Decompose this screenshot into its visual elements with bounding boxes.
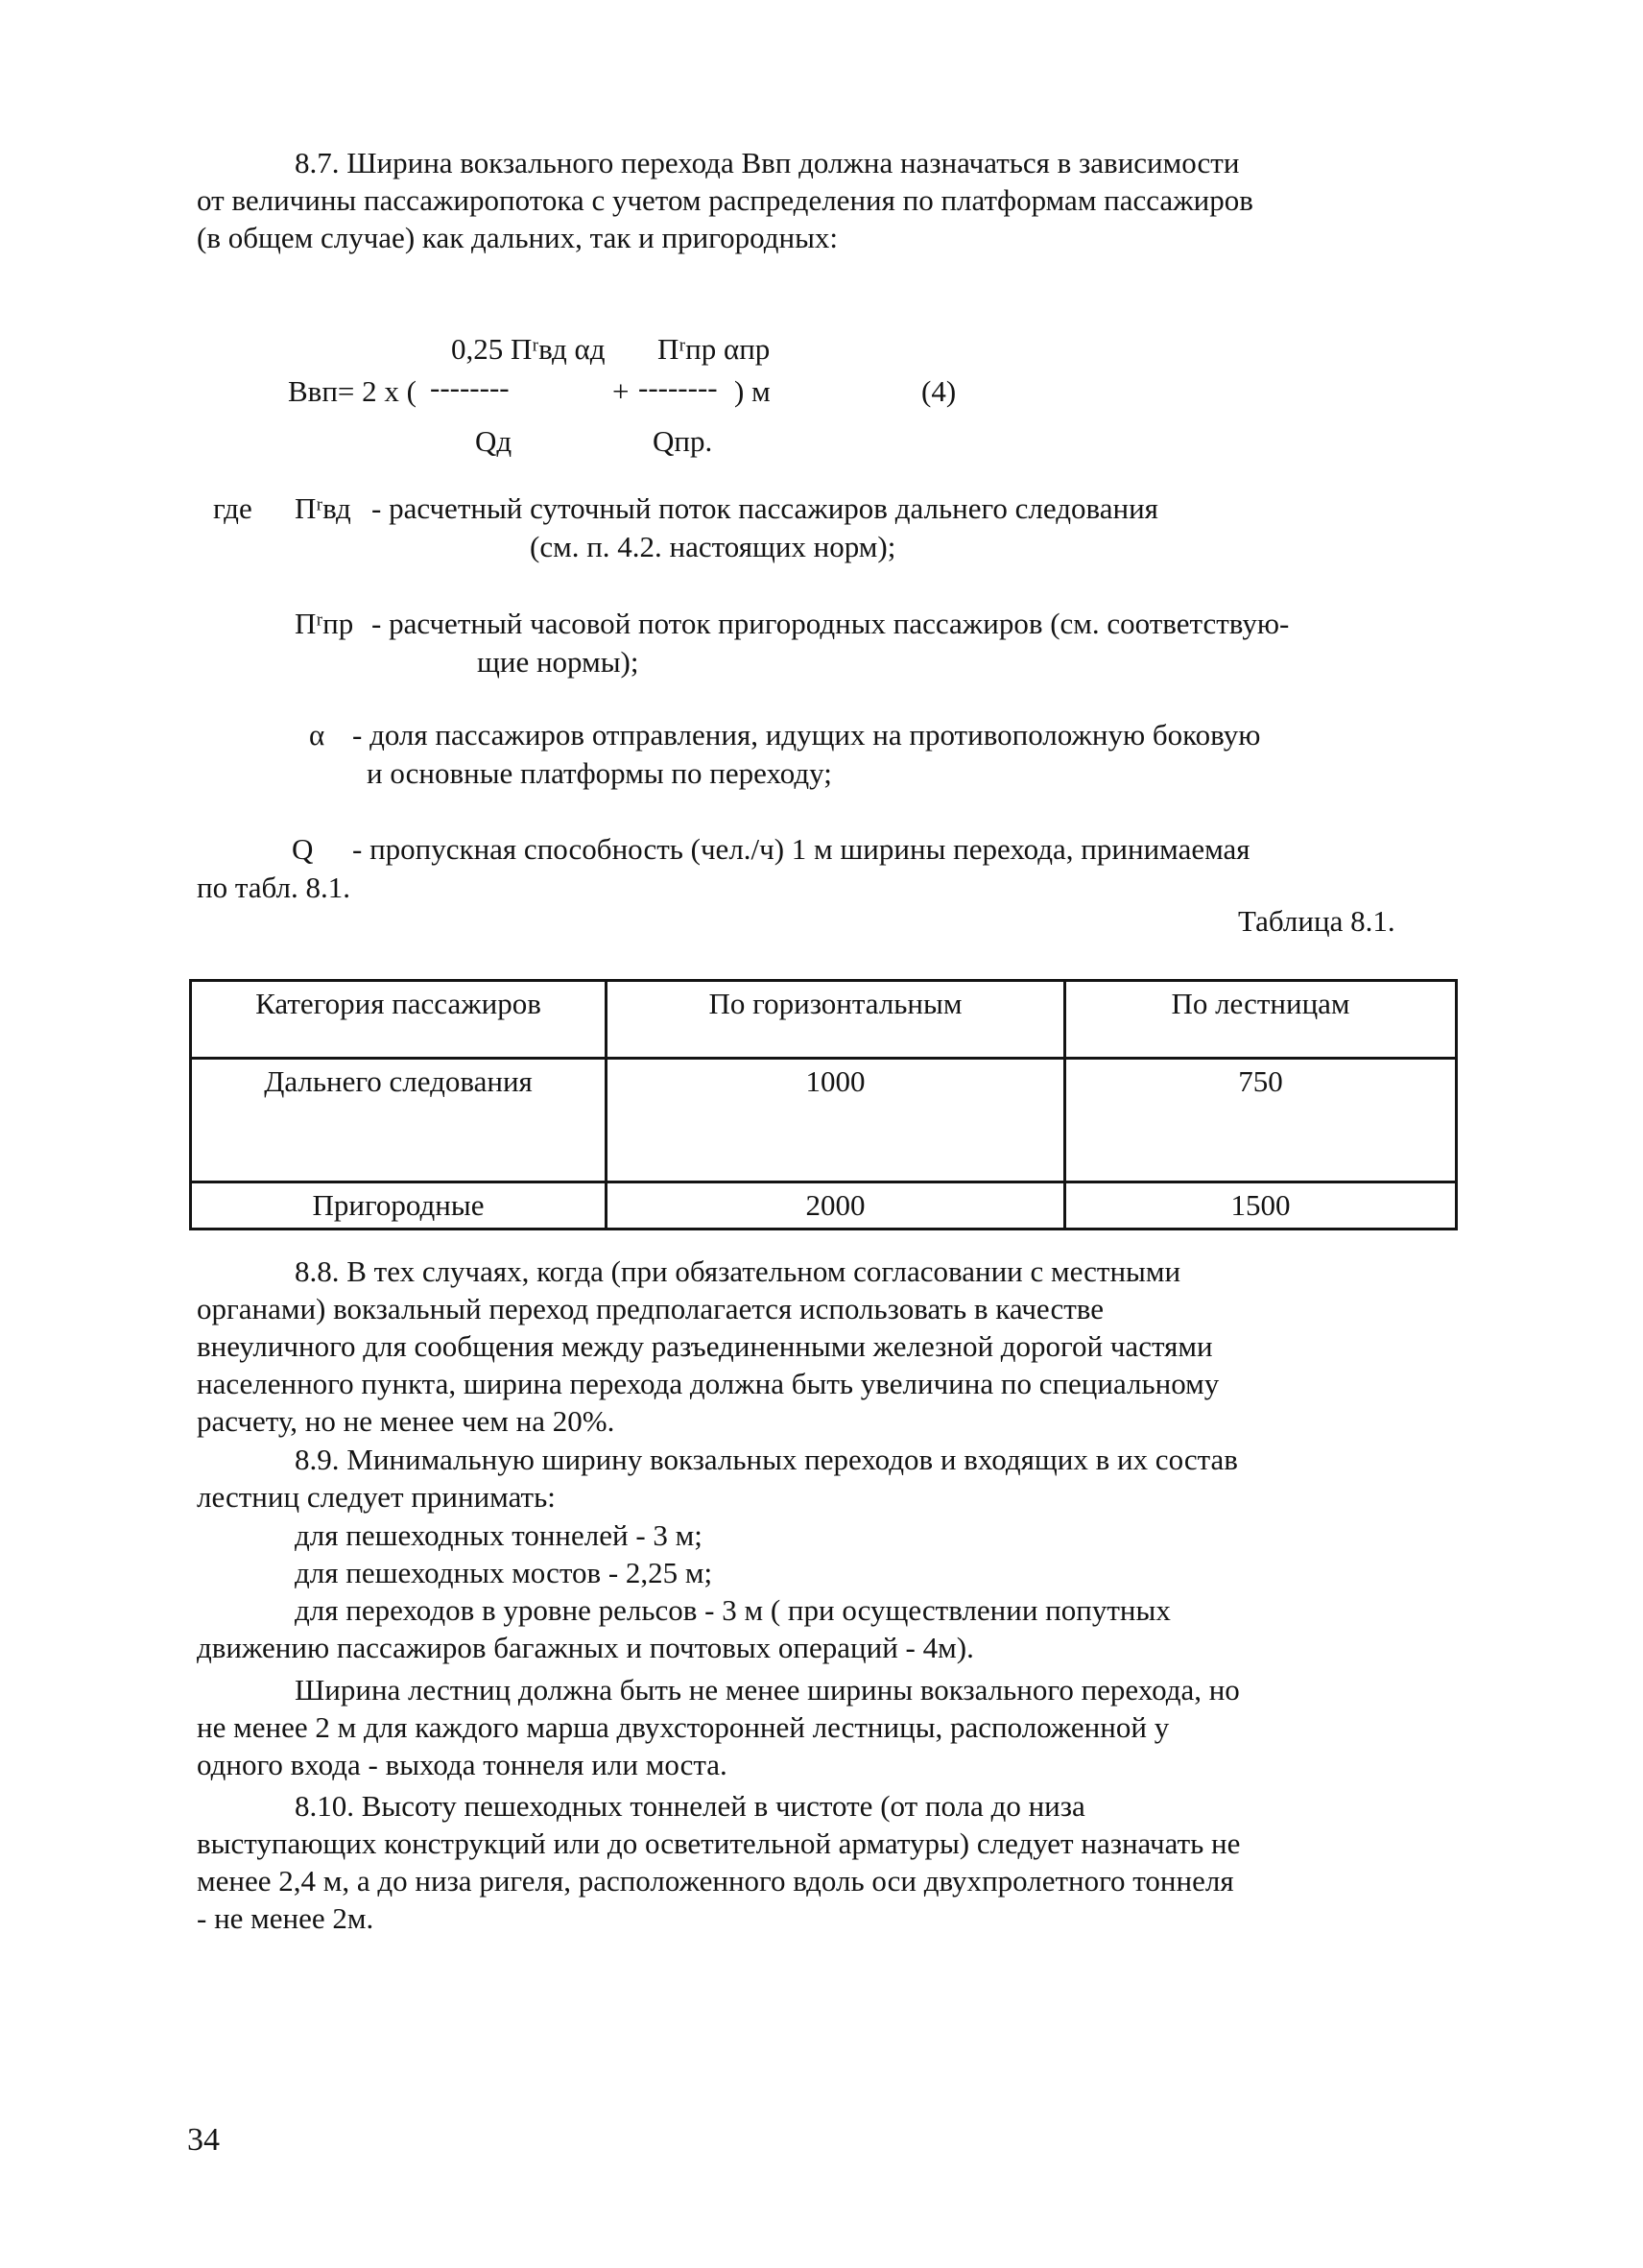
table-cell: 2000	[607, 1182, 1065, 1229]
definition-text: (см. п. 4.2. настоящих норм);	[530, 530, 896, 563]
formula-plus: +	[612, 374, 630, 408]
text-line: 8.9. Минимальную ширину вокзальных переходов и входящих в их состав	[295, 1443, 1238, 1476]
definition-text: - расчетный часовой поток пригородных пассажиров (см. соответствую-	[371, 607, 1290, 640]
minimum-width-list	[197, 1516, 1454, 1666]
text-line: 8.8. В тех случаях, когда (при обязательном согласовании с местными	[295, 1254, 1181, 1288]
list-item: для пешеходных мостов - 2,25 м;	[295, 1556, 713, 1589]
formula-lhs: Bвп= 2 х (	[288, 374, 417, 408]
text-line: органами) вокзальный переход предполагается использовать в качестве	[197, 1292, 1104, 1325]
definition-text: и основные платформы по переходу;	[367, 756, 832, 790]
paragraph-8-7	[197, 144, 1454, 256]
header-cell: Категория пассажиров	[191, 981, 607, 1059]
table-header-row	[191, 981, 1457, 1059]
table-row	[191, 1182, 1457, 1229]
text-line: менее 2,4 м, а до низа ригеля, расположенного вдоль оси двухпролетного тоннеля	[197, 1864, 1234, 1898]
paragraph-8-10	[197, 1787, 1454, 1937]
text-line: выступающих конструкций или до осветительной арматуры) следует назначать не	[197, 1826, 1241, 1860]
paragraph-stairs	[197, 1671, 1454, 1783]
text-line: Ширина лестниц должна быть не менее ширины вокзального перехода, но	[295, 1673, 1240, 1707]
formula-numerator-2: Пʳпр αпр	[657, 332, 771, 366]
definition-text: по табл. 8.1.	[197, 871, 350, 904]
list-item: для пешеходных тоннелей - 3 м;	[295, 1518, 702, 1552]
header-cell: По горизонтальным	[607, 981, 1065, 1059]
list-item: движению пассажиров багажных и почтовых операций - 4м).	[197, 1631, 974, 1664]
symbol-q: Q	[292, 832, 314, 866]
definition-text: - пропускная способность (чел./ч) 1 м ширины перехода, принимаемая	[352, 832, 1250, 866]
symbol-ppr: Пʳпр	[295, 607, 354, 640]
text-line: от величины пассажиропотока с учетом распределения по платформам пассажиров	[197, 183, 1253, 217]
text-line: одного входа - выхода тоннеля или моста.	[197, 1748, 727, 1781]
fraction-bar-2: --------	[638, 370, 718, 404]
table-cell: Пригородные	[191, 1182, 607, 1229]
definition-text: - доля пассажиров отправления, идущих на противоположную боковую	[352, 718, 1261, 752]
table-cell: 1000	[607, 1059, 1065, 1182]
table-row	[191, 1059, 1457, 1182]
formula-denominator-1: Qд	[475, 424, 512, 458]
table-cell: 750	[1065, 1059, 1457, 1182]
definition-text: - расчетный суточный поток пассажиров дальнего следования	[371, 491, 1158, 525]
text-line: 8.10. Высоту пешеходных тоннелей в чистоте (от пола до низа	[295, 1789, 1085, 1823]
formula-4	[288, 319, 1017, 472]
text-line: расчету, но не менее чем на 20%.	[197, 1404, 615, 1438]
text-line: населенного пункта, ширина перехода должна быть увеличина по специальному	[197, 1367, 1220, 1400]
table-cell: Дальнего следования	[191, 1059, 607, 1182]
text-line: - не менее 2м.	[197, 1901, 374, 1935]
formula-rhs: ) м	[734, 374, 771, 408]
where-label: где	[213, 491, 252, 525]
text-line: не менее 2 м для каждого марша двухсторонней лестницы, расположенной у	[197, 1710, 1170, 1744]
page-number: 34	[187, 2122, 220, 2158]
table-cell: 1500	[1065, 1182, 1457, 1229]
formula-number: (4)	[921, 374, 957, 408]
header-cell: По лестницам	[1065, 981, 1457, 1059]
paragraph-8-9	[197, 1441, 1454, 1516]
paragraph-8-8	[197, 1253, 1454, 1440]
list-item: для переходов в уровне рельсов - 3 м ( при осуществлении попутных	[295, 1593, 1171, 1627]
table-caption: Таблица 8.1.	[1238, 904, 1395, 938]
definition-text: щие нормы);	[477, 645, 639, 679]
capacity-table	[189, 979, 1458, 1230]
text-line: лестниц следует принимать:	[197, 1480, 556, 1514]
fraction-bar-1: --------	[430, 370, 510, 404]
text-line: 8.7. Ширина вокзального перехода Bвп должна назначаться в зависимости	[295, 146, 1240, 179]
text-line: (в общем случае) как дальних, так и пригородных:	[197, 221, 839, 254]
symbol-pvd: Пʳвд	[295, 491, 351, 525]
formula-denominator-2: Qпр.	[653, 424, 713, 458]
symbol-alpha: α	[309, 718, 325, 752]
formula-numerator-1: 0,25 Пʳвд αд	[451, 332, 606, 366]
text-line: внеуличного для сообщения между разъединенными железной дорогой частями	[197, 1329, 1213, 1363]
